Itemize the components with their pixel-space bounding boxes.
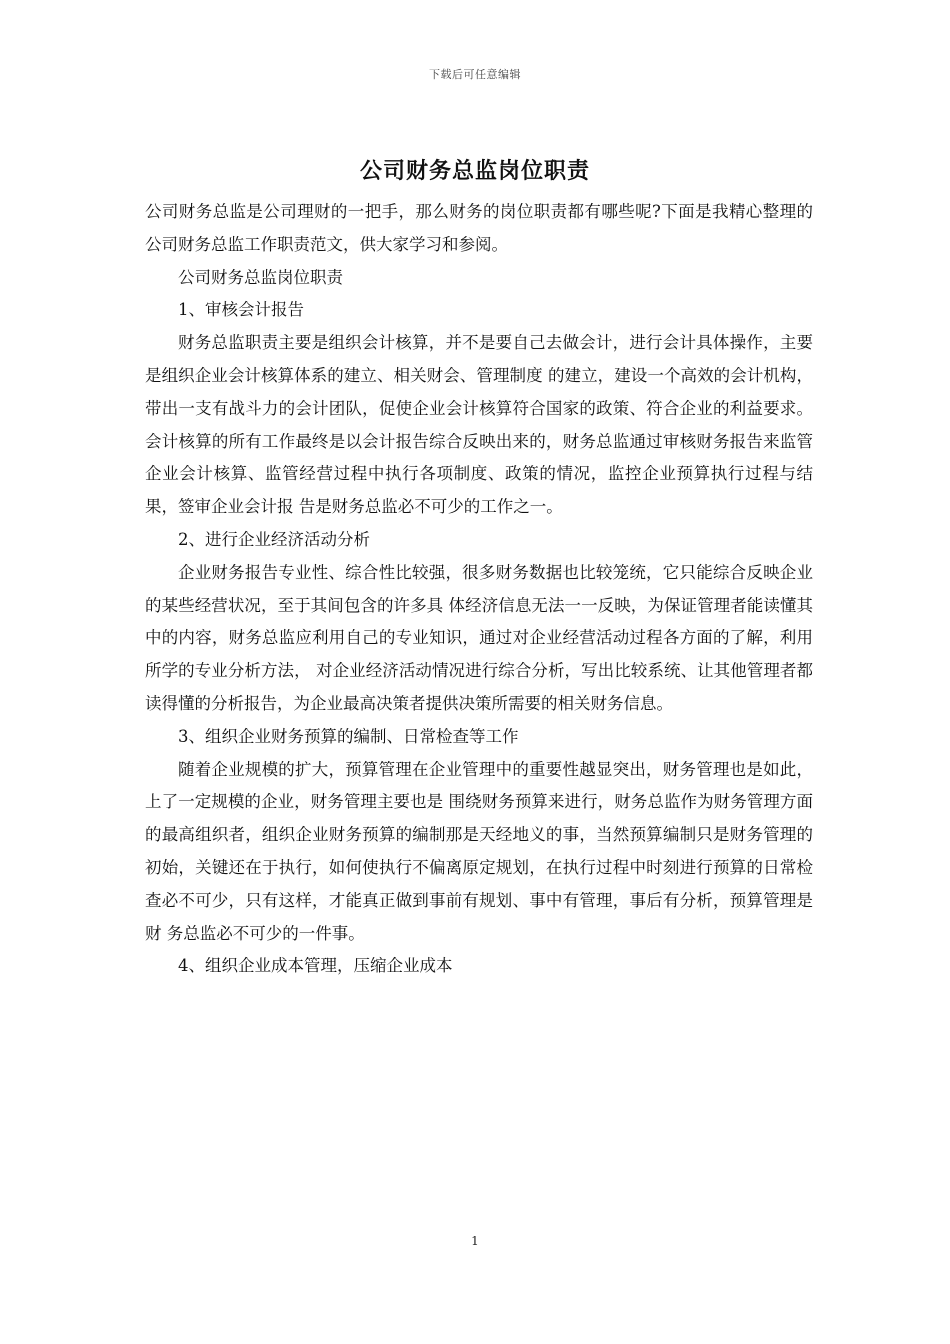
subheading-activity-analysis: 2、进行企业经济活动分析 (178, 529, 370, 549)
section-heading: 公司财务总监岗位职责 (178, 267, 343, 287)
document-body (145, 196, 813, 983)
subheading-audit-reports: 1、审核会计报告 (178, 300, 304, 320)
paragraph-activity-analysis: 企业财务报告专业性、综合性比较强，很多财务数据也比较笼统，它只能综合反映企业的某些经营状况，至于其间包含的许多具 体经济信息无法一一反映，为保证管理者能读懂其中的内容，财务总监应利用自己的专业知识，通过对企业经营活动过程各方面的了解，利用所学的专业分析方法， 对企业经济活动情况进行综合分析，写出比较系统、让其他管理者都读得懂的分析报告，为企业最高决策者提供决策所需要的相关财务信息。 (145, 562, 813, 713)
page-number: 1 (471, 1234, 479, 1248)
document-title: 公司财务总监岗位职责 (359, 158, 590, 184)
header-note: 下载后可任意编辑 (429, 68, 521, 81)
paragraph-audit-reports: 财务总监职责主要是组织会计核算，并不是要自己去做会计，进行会计具体操作，主要是组织企业会计核算体系的建立、相关财会、管理制度 的建立，建设一个高效的会计机构，带出一支有战斗力的会计团队，促使企业会计核算符合国家的政策、符合企业的利益要求。会计核算的所有工作最终是以会计报告综合反映出来的，财务总监通过审核财务报告来监管企业会计核算、监管经营过程中执行各项制度、政策的情况，监控企业预算执行过程与结果，签审企业会计报 告是财务总监必不可少的工作之一。 (145, 333, 813, 517)
paragraph-budget: 随着企业规模的扩大，预算管理在企业管理中的重要性越显突出，财务管理也是如此，上了一定规模的企业，财务管理主要也是 围绕财务预算来进行，财务总监作为财务管理方面的最高组织者，组织企业财务预算的编制那是天经地义的事，当然预算编制只是财务管理的初始，关键还在于执行，如何使执行不偏离原定规划，在执行过程中时刻进行预算的日常检查必不可少，只有这样，才能真正做到事前有规划、事中有管理，事后有分析，预算管理是财 务总监必不可少的一件事。 (145, 759, 813, 943)
paragraph-intro: 公司财务总监是公司理财的一把手，那么财务的岗位职责都有哪些呢?下面是我精心整理的公司财务总监工作职责范文，供大家学习和参阅。 (145, 202, 813, 254)
subheading-cost-management: 4、组织企业成本管理，压缩企业成本 (178, 956, 453, 976)
subheading-budget: 3、组织企业财务预算的编制、日常检查等工作 (178, 726, 519, 746)
